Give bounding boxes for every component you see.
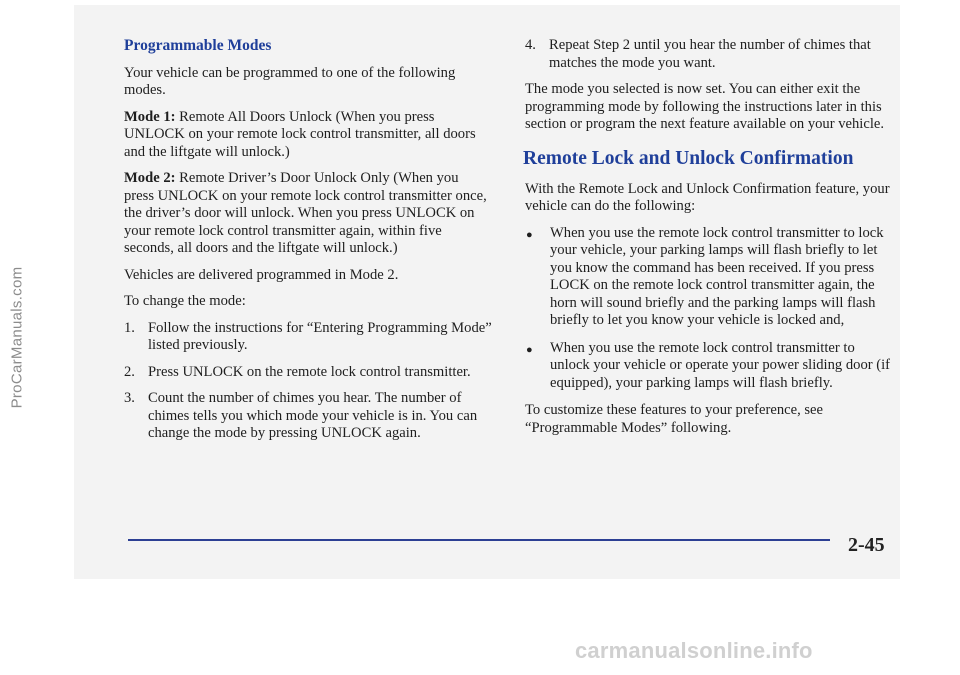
step-number: 3. bbox=[124, 390, 135, 406]
step-item bbox=[124, 364, 492, 382]
delivered-paragraph: Vehicles are delivered programmed in Mode 2. bbox=[124, 266, 399, 283]
mode1-text: Remote All Doors Unlock (When you press UNLOCK on your remote lock control transmitter, all doors and the liftgate will unlock.) bbox=[124, 108, 476, 160]
side-watermark bbox=[0, 0, 34, 675]
step-item bbox=[525, 37, 897, 72]
bullet-text: When you use the remote lock control transmitter to lock your vehicle, your parking lamps will flash briefly to let you know the command has been received. If you press LOCK on the remote lock control transmitter again, the horn will sound briefly and the parking lamps will flash briefly to let you know your vehicle is locked and, bbox=[550, 224, 884, 328]
step-number: 2. bbox=[124, 363, 135, 380]
intro-paragraph: Your vehicle can be programmed to one of the following modes. bbox=[124, 64, 456, 98]
bullet-item bbox=[525, 340, 897, 393]
bullet-text: When you use the remote lock control transmitter to unlock your vehicle or operate your power sliding door (if equipped), your parking lamps will flash briefly. bbox=[550, 339, 891, 391]
step-text: Press UNLOCK on the remote lock control transmitter. bbox=[148, 363, 471, 380]
step-item bbox=[124, 390, 492, 443]
feature-heading: Remote Lock and Unlock Confirmation bbox=[523, 147, 854, 169]
mode2-label: Mode 2: bbox=[124, 170, 176, 186]
bullet-icon: ● bbox=[526, 343, 533, 356]
footer-logo: carmanualsonline.info bbox=[575, 638, 813, 663]
feature-intro: With the Remote Lock and Unlock Confirmation feature, your vehicle can do the following: bbox=[525, 180, 890, 214]
right-column bbox=[525, 37, 897, 446]
mode1-paragraph bbox=[124, 109, 492, 162]
bullet-item bbox=[525, 225, 897, 330]
mode2-text: Remote Driver’s Door Unlock Only (When you press UNLOCK on your remote lock control transmitter once, the driver’s door will unlock. When you press UNLOCK on your remote lock control transmitter again, within five seconds, all doors and the liftgate will unlock.) bbox=[124, 170, 487, 256]
watermark-text: ProCarManuals.com bbox=[8, 266, 26, 409]
step-number: 1. bbox=[124, 319, 135, 336]
step-number: 4. bbox=[525, 37, 536, 53]
bullet-icon: ● bbox=[526, 228, 533, 241]
step-item bbox=[124, 320, 492, 355]
step-text: Count the number of chimes you hear. The number of chimes tells you which mode your vehicle is in. You can change the mode by pressing UNLOCK again. bbox=[148, 390, 478, 441]
section-title: Programmable Modes bbox=[124, 37, 272, 54]
step-text: Follow the instructions for “Entering Programming Mode” listed previously. bbox=[148, 319, 492, 353]
footer-rule bbox=[128, 539, 830, 541]
exit-paragraph: The mode you selected is now set. You can either exit the programming mode by following the instructions later in this section or program the next feature available on your vehicle. bbox=[525, 81, 885, 132]
customize-paragraph: To customize these features to your preference, see “Programmable Modes” following. bbox=[525, 402, 824, 436]
mode1-label: Mode 1: bbox=[124, 108, 176, 125]
change-intro: To change the mode: bbox=[124, 293, 246, 309]
step-text: Repeat Step 2 until you hear the number of chimes that matches the mode you want. bbox=[549, 37, 871, 71]
page-number: 2-45 bbox=[848, 534, 885, 556]
mode2-paragraph bbox=[124, 170, 492, 258]
left-column bbox=[124, 37, 492, 452]
